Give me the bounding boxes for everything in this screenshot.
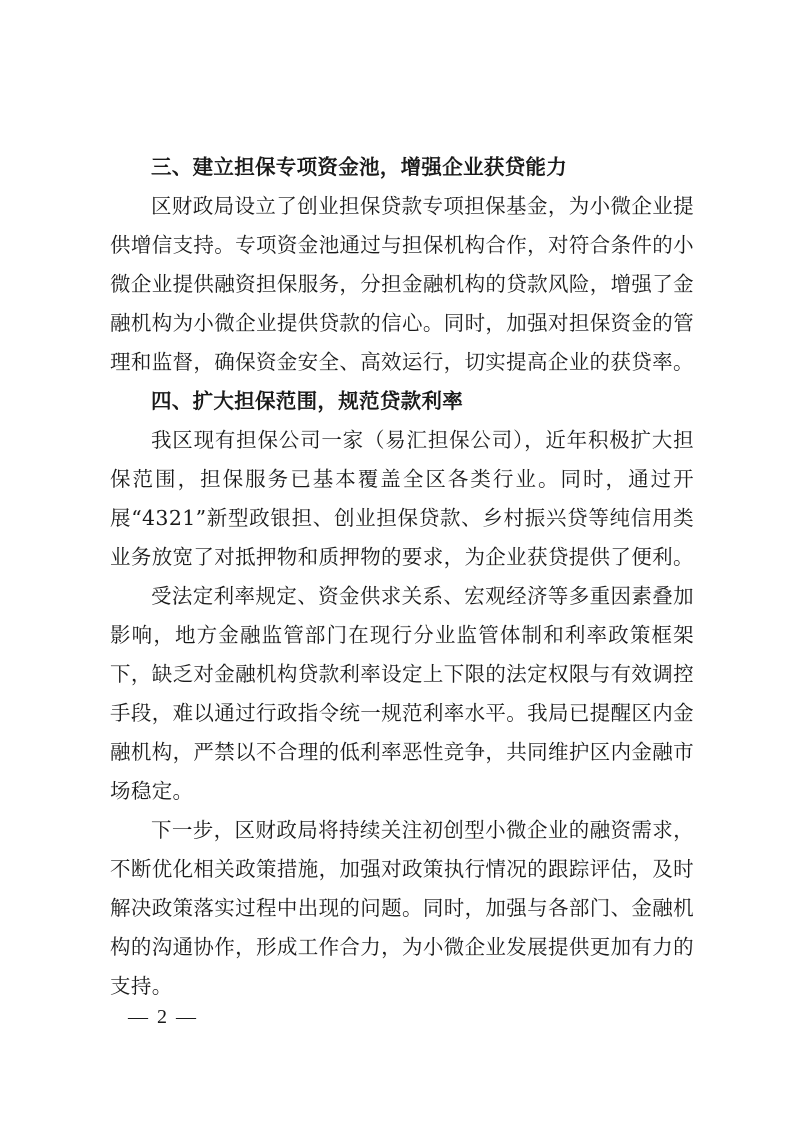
document-body <box>110 148 694 1006</box>
section-3-paragraph: 区财政局设立了创业担保贷款专项担保基金，为小微企业提供增信支持。专项资金池通过与担保机构合作，对符合条件的小微企业提供融资担保服务，分担金融机构的贷款风险，增强了金融机构为小微企业提供贷款的信心。同时，加强对担保资金的管理和监督，确保资金安全、高效运行，切实提高企业的获贷率。 <box>110 194 694 374</box>
section-4-paragraph-1: 我区现有担保公司一家（易汇担保公司），近年积极扩大担保范围，担保服务已基本覆盖全区各类行业。同时，通过开展“4321”新型政银担、创业担保贷款、乡村振兴贷等纯信用类业务放宽了对抵押物和质押物的要求，为企业获贷提供了便利。 <box>110 428 694 569</box>
section-4-paragraph-2: 受法定利率规定、资金供求关系、宏观经济等多重因素叠加影响，地方金融监管部门在现行分业监管体制和利率政策框架下，缺乏对金融机构贷款利率设定上下限的法定权限与有效调控手段，难以通过行政指令统一规范利率水平。我局已提醒区内金融机构，严禁以不合理的低利率恶性竞争，共同维护区内金融市场稳定。 <box>110 584 694 803</box>
section-heading-4: 四、扩大担保范围，规范贷款利率 <box>151 389 463 413</box>
page-number: — 2 — <box>128 1006 198 1028</box>
closing-paragraph: 下一步，区财政局将持续关注初创型小微企业的融资需求，不断优化相关政策措施，加强对政策执行情况的跟踪评估，及时解决政策落实过程中出现的问题。同时，加强与各部门、金融机构的沟通协作，形成工作合力，为小微企业发展提供更加有力的支持。 <box>110 818 694 998</box>
section-heading-3: 三、建立担保专项资金池，增强企业获贷能力 <box>151 155 567 179</box>
